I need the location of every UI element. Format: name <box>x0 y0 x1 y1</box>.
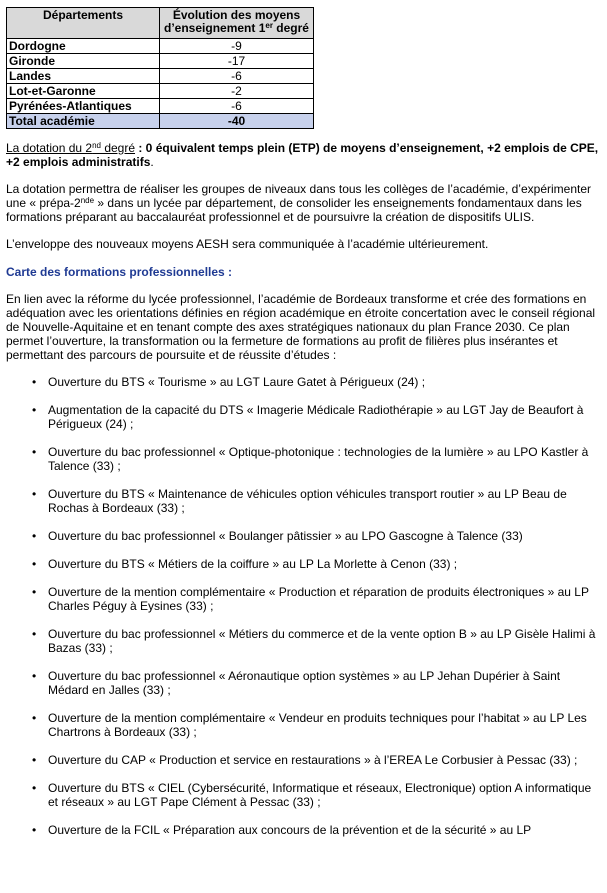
bullet-icon: • <box>32 781 37 795</box>
list-item: • Ouverture du BTS « CIEL (Cybersécurité, Informatique et réseaux, Electronique) option A informatique et réseaux » au LGT Pape Clément à Pessac (33) ; <box>32 781 592 809</box>
list-item: • Ouverture du bac professionnel « Aéronautique option systèmes » au LP Jehan Dupérier à Saint Médard en Jalles (33) ; <box>32 669 561 697</box>
dotation-text: : 0 équivalent temps plein (ETP) de moyens d’enseignement, +2 emplois de CPE, +2 emplois administratifs <box>6 141 599 169</box>
department-name: Lot-et-Garonne <box>7 84 160 99</box>
header-evolution-line2: d’enseignement 1er degré <box>164 21 309 35</box>
table-row <box>7 54 314 69</box>
bullet-icon: • <box>32 753 37 767</box>
list-item: • Ouverture du BTS « Tourisme » au LGT Laure Gatet à Périgueux (24) ; <box>32 375 426 389</box>
department-value: -6 <box>160 99 314 114</box>
list-item: • Ouverture du bac professionnel « Métiers du commerce et de la vente option B » au LP Gisèle Halimi à Bazas (33) ; <box>32 627 596 655</box>
list-item: • Ouverture de la mention complémentaire « Vendeur en produits techniques pour l’habitat » au LP Les Chartrons à Bordeaux (33) ; <box>32 711 587 739</box>
total-value: -40 <box>160 114 314 129</box>
table-row <box>7 69 314 84</box>
document-page <box>6 7 602 851</box>
department-name: Gironde <box>7 54 160 69</box>
table-row <box>7 84 314 99</box>
list-item: • Ouverture du BTS « Maintenance de véhicules option véhicules transport routier » au LP Beau de Rochas à Bordeaux (33) ; <box>32 487 567 515</box>
department-name: Landes <box>7 69 160 84</box>
dotation-paragraph <box>6 141 602 169</box>
table-body <box>7 39 314 129</box>
table-row <box>7 39 314 54</box>
aesh-paragraph: L’enveloppe des nouveaux moyens AESH sera communiquée à l’académie ultérieurement. <box>6 237 489 251</box>
bullet-icon: • <box>32 375 37 389</box>
list-item: • Ouverture de la mention complémentaire « Production et réparation de produits électroniques » au LP Charles Péguy à Eysines (33) ; <box>32 585 589 613</box>
section-title: Carte des formations professionnelles : <box>6 265 233 279</box>
department-name: Pyrénées-Atlantiques <box>7 99 160 114</box>
department-value: -6 <box>160 69 314 84</box>
bullet-icon: • <box>32 823 37 837</box>
dotation-label: La dotation du 2nd degré <box>6 141 136 155</box>
list-item: • Ouverture du CAP « Production et service en restaurations » à l’EREA Le Corbusier à Pessac (33) ; <box>32 753 578 767</box>
list-item: • Ouverture du bac professionnel « Boulanger pâtissier » au LPO Gascogne à Talence (33) <box>32 529 523 543</box>
departments-table <box>6 7 314 129</box>
table-header-row <box>7 8 314 39</box>
table-row <box>7 99 314 114</box>
dotation-end: . <box>150 155 154 169</box>
intro-paragraph: En lien avec la réforme du lycée professionnel, l’académie de Bordeaux transforme et crée des formations en adéquation avec les orientations définies en région académique en étroite concertation avec le conseil régional de Nouvelle-Aquitaine et en tenant compte des axes stratégiques nationaux du plan France 2030. Ce plan permet l’ouverture, la transformation ou la fermeture de formations au profit de filières plus insérantes et permettant des parcours de poursuite et de réussite d’études : <box>6 292 596 362</box>
bullet-icon: • <box>32 529 37 543</box>
list-item: • Ouverture du bac professionnel « Optique-photonique : technologies de la lumière » au LPO Kastler à Talence (33) ; <box>32 445 589 473</box>
bullet-icon: • <box>32 403 37 417</box>
bullet-icon: • <box>32 711 37 725</box>
total-label: Total académie <box>7 114 160 129</box>
bullet-icon: • <box>32 669 37 683</box>
department-value: -17 <box>160 54 314 69</box>
list-item: • Augmentation de la capacité du DTS « Imagerie Médicale Radiothérapie » au LGT Jay de Beaufort à Périgueux (24) ; <box>32 403 584 431</box>
bullet-icon: • <box>32 627 37 641</box>
department-value: -9 <box>160 39 314 54</box>
department-value: -2 <box>160 84 314 99</box>
dotation-details-paragraph: La dotation permettra de réaliser les groupes de niveaux dans tous les collèges de l’académie, d’expérimenter une « prépa-2nde » dans un lycée par département, de consolider les enseignements fondamentaux dans les formations préparant au baccalauréat professionnel et de poursuivre la création de dispositifs ULIS. <box>6 182 592 224</box>
header-evolution-line1: Évolution des moyens <box>172 8 301 22</box>
header-departements: Départements <box>7 8 160 39</box>
bullet-icon: • <box>32 445 37 459</box>
header-evolution <box>160 8 314 39</box>
bullet-icon: • <box>32 557 37 571</box>
list-item: • Ouverture du BTS « Métiers de la coiffure » au LP La Morlette à Cenon (33) ; <box>32 557 458 571</box>
bullet-icon: • <box>32 487 37 501</box>
table-total-row <box>7 114 314 129</box>
bullet-icon: • <box>32 585 37 599</box>
formations-list <box>6 375 602 837</box>
list-item: • Ouverture de la FCIL « Préparation aux concours de la prévention et de la sécurité » au LP <box>32 823 532 837</box>
department-name: Dordogne <box>7 39 160 54</box>
